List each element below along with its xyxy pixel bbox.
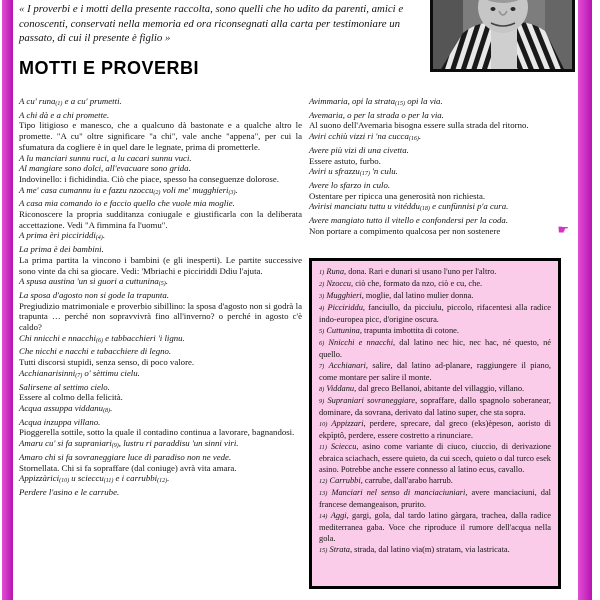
- footnote-item: 1) Runa, dona. Rari e dunari si usano l'uno per l'altro.: [319, 267, 497, 277]
- proverb-explanation: Pregiudizio matrimoniale e proverbio sibillino: la sposa d'agosto non si godrà la trapunta … perché non sopravvivrà fino all'inverno? o perché in agosto c'è caldo?: [19, 300, 302, 333]
- proverb-translation: Acqua inzuppa villano.: [19, 416, 101, 427]
- proverb-sicilian: A prima èri picciriddi(4).: [19, 230, 106, 242]
- proverb-sicilian: A lu manciari sunnu ruci, a lu cacari sunnu vuci.: [19, 152, 192, 163]
- proverb-sicilian: Chi nnicchi e nnacchi(6) e tabbacchieri 'i lignu.: [19, 332, 185, 344]
- footnote-number: 15): [319, 547, 328, 555]
- footnote-item: 14) Aggi, gargi, gola, dal tardo latino gàrgara, trachea, dalla radice mediterranea gaba. Voce che riproduce il rumore dell'acqua nella gola.: [319, 511, 552, 544]
- footnote-item: 8) Viddanu, dal greco Bellanoi, abitante del villaggio, villano.: [319, 384, 525, 394]
- page-title: MOTTI E PROVERBI: [19, 58, 200, 78]
- footnote-marker: (8): [103, 407, 111, 414]
- proverb-translation: A chi dà e a chi promette.: [19, 109, 110, 120]
- proverb-translation: Avemaria, o per la strada o per la via.: [309, 109, 444, 120]
- footnotes-box: [309, 258, 561, 589]
- proverb-translation: Amaro chi si fa sovraneggiare luce di paradiso non ne vede.: [19, 451, 232, 462]
- footnote-number: 2): [319, 281, 325, 289]
- proverb-sicilian: Avìrisi manciatu tuttu u vitéddu(18) e cunfùnnisi p'a cura.: [309, 201, 509, 213]
- footnote-item: 2) Nzoccu, ciò che, formato da nzo, ciò e cu, che.: [319, 279, 483, 289]
- footnote-marker: (4): [95, 235, 103, 242]
- proverb-sicilian: Amaru cu' si fa supraniari(9), lustru ri paraddisu 'un sinni viri.: [19, 438, 239, 450]
- document-page: [17, 0, 575, 600]
- footnote-number: 4): [319, 305, 325, 313]
- footnote-number: 10): [319, 421, 328, 429]
- footnote-item: 15) Strata, strada, dal latino via(m) stratam, via lastricata.: [319, 545, 510, 555]
- footnote-number: 13): [319, 490, 328, 498]
- proverb-explanation: Indovinello: i fichidindia. Ciò che piace, spesso ha conseguenze dolorose.: [19, 173, 279, 184]
- author-photo: [430, 0, 575, 72]
- proverb-translation: Salirsene al settimo cielo.: [19, 381, 110, 392]
- proverb-sicilian: Appizzàrici(10) u scieccu(11) e i carrubbi(12).: [19, 473, 170, 485]
- proverb-explanation: Essere al colmo della felicità.: [19, 392, 123, 403]
- pointing-hand-icon: ☛: [557, 222, 569, 238]
- footnote-number: 7): [319, 363, 325, 371]
- proverb-sicilian: A spusa austina 'un si guori a cuttunina(5).: [19, 276, 168, 288]
- footnote-number: 3): [319, 293, 325, 301]
- footnote-marker: (10): [59, 478, 70, 485]
- footnote-marker: (9): [111, 443, 119, 450]
- proverb-column-right: [309, 96, 575, 589]
- portrait-photo-graphic: [433, 0, 572, 69]
- proverb-entries-right: [309, 96, 575, 236]
- proverb-explanation: Tutti discorsi stupidi, senza senso, di poco valore.: [19, 357, 195, 368]
- footnote-item: 5) Cuttunina, trapunta imbottita di cotone.: [319, 326, 459, 336]
- footnote-marker: (15): [395, 101, 406, 107]
- footnote-marker: (2): [153, 189, 161, 196]
- footnote-item: 7) Acchianari, salire, dal latino ad-planare, raggiungere il piano, come montare per salire il monte.: [319, 361, 551, 383]
- proverb-explanation: La prima partita la vincono i bambini (e gli inesperti). Le partite successive sono vinte da chi sa giocare. Vedi: 'Mbriachi e picciriddi Ddiu l'ajuta.: [19, 254, 302, 276]
- proverb-translation: Al mangiare sono dolci, all'evacuare sono grida.: [19, 163, 191, 174]
- footnote-number: 6): [319, 340, 325, 348]
- proverb-translation: Che nicchi e nacchi e tabacchiere di legno.: [19, 346, 172, 357]
- footnote-number: 9): [319, 398, 325, 406]
- footnote-marker: (17): [359, 171, 370, 178]
- proverb-explanation: Al suono dell'Avemaria bisogna essere sulla strada del ritorno.: [309, 120, 529, 131]
- footnote-number: 11): [319, 444, 327, 452]
- footnote-item: 10) Appizzari, perdere, sprecare, dal greco (eks)èpeson, aoristo di ekpìptô, perdere, essere costretto a rinunciare.: [319, 419, 551, 441]
- proverb-explanation: Tipo litigioso e manesco, che a qualcuno dà bastonate e a qualche altro le promette. "A cu" oltre significare "a chi", vale anche "appena", per cui la sfumatura da cogliere è in quel dare le legnate, prima di prometterle.: [19, 120, 302, 152]
- page-border-right: [578, 0, 592, 600]
- proverb-translation: Avere più vizi di una civetta.: [309, 144, 409, 155]
- footnote-number: 1): [319, 269, 325, 277]
- footnote-number: 5): [319, 328, 325, 336]
- proverb-translation: La prima è dei bambini.: [19, 244, 104, 255]
- proverb-explanation: Essere astuto, furbo.: [309, 155, 381, 166]
- proverb-explanation: ☛ Non portare a compimento qualcosa per non sostenere: [309, 222, 569, 238]
- proverb-explanation: Stornellata. Chi si fa sopraffare (dal coniuge) avrà vita amara.: [19, 462, 237, 473]
- footnote-marker: (5): [158, 281, 166, 288]
- footnote-marker: (12): [157, 478, 168, 485]
- footnote-number: 8): [319, 386, 325, 394]
- footnote-number: 12): [319, 478, 328, 486]
- footnote-number: 14): [319, 513, 328, 521]
- proverb-column-left: [19, 96, 302, 589]
- proverb-translation: Avere lo sfarzo in culo.: [309, 179, 391, 190]
- footnote-marker: (18): [419, 206, 430, 213]
- footnote-marker: (7): [75, 372, 83, 379]
- footnote-item: 4) Picciriddu, fanciullo, da picciulu, piccolo, rifacentesi alla radice indo-europea picc, d'origine oscura.: [319, 303, 552, 325]
- footnote-item: 12) Carrubbi, carrube, dall'arabo harrub.: [319, 476, 453, 486]
- proverb-translation: Avere mangiato tutto il vitello e confondersi per la coda.: [309, 215, 509, 226]
- proverb-sicilian: Aviri u sfrazzu(17) 'n culu.: [309, 166, 398, 178]
- proverb-translation: La sposa d'agosto non si gode la trapunta.: [19, 289, 169, 300]
- proverb-translation: Perdere l'asino e le carrube.: [19, 486, 120, 497]
- footnote-item: 13) Manciari nel senso di manciaciuniari, avere manciaciuni, dal francese demangeaison, prurito.: [319, 488, 552, 510]
- proverb-sicilian: Acqua assuppa viddanu(8).: [19, 402, 113, 414]
- proverb-sicilian: Avimmaria, opi la strata(15) opi la via.: [309, 96, 443, 107]
- footnote-marker: (16): [408, 136, 419, 143]
- intro-quote: « I proverbi e i motti della presente raccolta, sono quelli che ho udito da parenti, amici e conoscenti, conservati nella memoria ed ora riconsegnati alla carta per testimoniare un passato, di cui il presente è figlio »: [19, 3, 404, 45]
- footnote-marker: (11): [103, 478, 114, 485]
- footnote-marker: (1): [55, 101, 63, 107]
- footnote-item: 6) Nnicchi e nnacchi, dal latino nec hic, nec hac, né questo, né quello.: [319, 338, 552, 360]
- proverb-sicilian: Aviri cchiù vizzi ri 'na cucca(16).: [309, 131, 422, 143]
- footnote-marker: (6): [95, 337, 103, 344]
- proverb-translation: A casa mia comando io e faccio quello che vuole mia moglie.: [19, 198, 235, 209]
- footnote-item: 11) Scieccu, asino come variante di ciuco, ciuccio, di derivazione ebraica sciachach, essere quieto, da cui scech, quieto o dal turco esek asino. Potrebbe anche essere connesso al latino ecus, cavallo.: [319, 442, 551, 475]
- footnote-item: 9) Supraniari sovraneggiare, sopraffare, dallo spagnolo soberanear, dominare, da sovrana, derivato dal latino super, che sta sopra.: [319, 396, 552, 418]
- proverb-sicilian: A me' casa cumannu iu e fazzu nzoccu(2) voli me' mugghieri(3).: [19, 184, 238, 196]
- footnote-marker: (3): [228, 189, 236, 196]
- proverb-explanation: Riconoscere la propria sudditanza coniugale e giustificarla con la deliberata accettazione. Vedi "A fimmina fa l'uomu".: [19, 209, 302, 230]
- proverb-explanation: Pioggerella sottile, sotto la quale il contadino continua a lavorare, bagnandosi.: [19, 427, 295, 438]
- proverb-sicilian: Acchianarisinni(7) o' sèttimu cielu.: [19, 367, 140, 379]
- proverb-sicilian: A cu' runa(1) e a cu' prumetti.: [19, 96, 122, 107]
- proverb-columns: [19, 96, 575, 589]
- page-border-left: [2, 0, 13, 600]
- footnote-item: 3) Mugghieri, moglie, dal latino mulier donna.: [319, 291, 474, 301]
- proverb-explanation: Ostentare per ripicca una generosità non richiesta.: [309, 190, 486, 201]
